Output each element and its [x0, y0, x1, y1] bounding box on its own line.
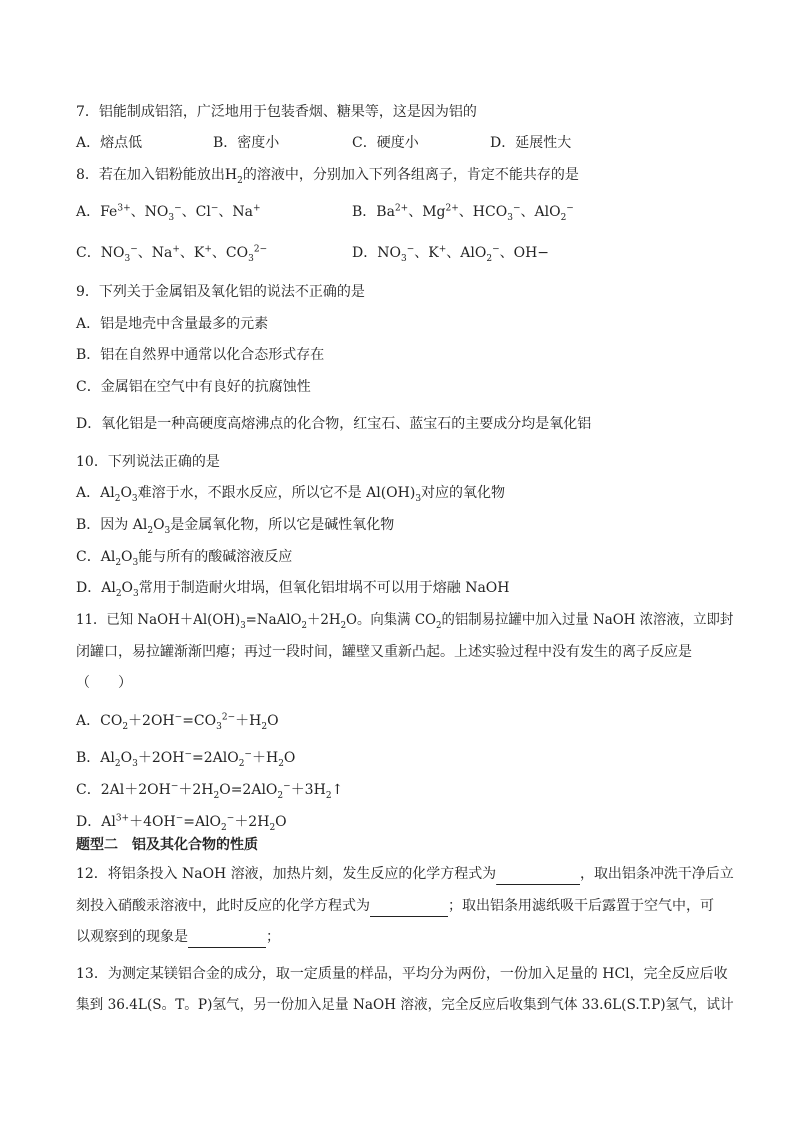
question-12-line-2: 刻投入硝酸汞溶液中，此时反应的化学方程式为 ；取出铝条用滤纸吸干后露置于空气中，可 — [76, 896, 714, 917]
question-13-line-2: 集到 36.4L(S。T。P)氢气，另一份加入足量 NaOH 溶液，完全反应后收集到气体 33.6L(S.T.P)氢气，试计 — [76, 997, 734, 1013]
question-10-option-b: B．因为 $Al_2O_3$是金属氧化物，所以它是碱性氧化物 — [76, 517, 395, 536]
question-8-option-b: B．$Ba^{2+}$、$Mg^{2+}$、$HCO_3^-$、AlO$_2$− — [352, 203, 574, 223]
question-11-option-c: C．$2Al+2OH^-+2H_2O=2AlO_2^-+3H_2↑$ — [76, 781, 344, 801]
question-11-option-a: A．$CO_2+2OH^-=CO_3^{2-}+H_2O$ — [76, 712, 279, 732]
answer-blank-2[interactable] — [370, 896, 448, 917]
question-11-stem-line-1: 11．已知 $NaOH+Al(OH)_3=NaAlO_2+2H_2O$。向集满 $CO_2$的铝制易拉罐中加入过量 NaOH 浓溶液，立即封 — [76, 612, 734, 631]
question-10-option-a: A．$Al_2O_3$难溶于水，不跟水反应，所以它不是 $Al(OH)_3$对应的氧化物 — [76, 485, 506, 504]
question-9-option-a: A．铝是地壳中含量最多的元素 — [76, 316, 269, 332]
question-11-answer-brackets: （ ） — [76, 675, 132, 691]
question-8-option-a: A．$Fe^{3+}$、$NO_3^-$、Cl−、Na+ — [76, 203, 261, 223]
question-11-stem-line-2: 闭罐口，易拉罐渐渐凹瘪；再过一段时间，罐壁又重新凸起。上述实验过程中没有发生的离子反应是 — [76, 644, 692, 660]
question-7-option-a: A．熔点低 — [76, 135, 143, 151]
question-9-option-c: C．金属铝在空气中有良好的抗腐蚀性 — [76, 379, 311, 395]
question-9-stem: 9．下列关于金属铝及氧化铝的说法不正确的是 — [76, 284, 365, 300]
section-heading: 题型二 铝及其化合物的性质 — [76, 837, 258, 853]
answer-blank-1[interactable] — [496, 864, 580, 885]
question-8-option-c: C．$NO_3^-$、Na+、K+、$CO_3^{2-}$ — [76, 244, 268, 264]
question-13-line-1: 13．为测定某镁铝合金的成分，取一定质量的样品，平均分为两份，一份加入足量的 HCl，完全反应后收 — [76, 966, 728, 982]
question-10-stem: 10．下列说法正确的是 — [76, 454, 220, 470]
question-9-option-d: D．氧化铝是一种高硬度高熔沸点的化合物，红宝石、蓝宝石的主要成分均是氧化铝 — [76, 416, 592, 432]
question-10-option-d: D．$Al_2O_3$常用于制造耐火坩埚，但氧化铝坩埚不可以用于熔融 NaOH — [76, 580, 510, 599]
question-9-option-b: B．铝在自然界中通常以化合态形式存在 — [76, 347, 325, 363]
question-10-option-c: C．$Al_2O_3$能与所有的酸碱溶液反应 — [76, 549, 293, 568]
question-11-option-b: B．$Al_2O_3+2OH^-=2AlO_2^-+H_2O$ — [76, 749, 296, 769]
question-11-option-d: D．$Al^{3+}+4OH^-=AlO_2^-+2H_2O$ — [76, 813, 287, 833]
question-12-line-1: 12．将铝条投入 NaOH 溶液，加热片刻，发生反应的化学方程式为 ，取出铝条冲洗干净后立 — [76, 864, 734, 885]
answer-blank-3[interactable] — [188, 927, 266, 948]
question-8-option-d: D．$NO_3^-$、K+、AlO$_2$−、OH− — [352, 244, 550, 264]
question-7-option-d: D．延展性大 — [490, 135, 572, 151]
question-7-option-c: C．硬度小 — [352, 135, 419, 151]
question-7-option-b: B．密度小 — [213, 135, 280, 151]
question-12-line-3: 以观察到的现象是 ； — [76, 927, 280, 948]
question-7-stem: 7．铝能制成铝箔，广泛地用于包装香烟、糖果等，这是因为铝的 — [76, 104, 477, 120]
question-8-stem: 8．若在加入铝粉能放出$H_2$的溶液中，分别加入下列各组离子，肯定不能共存的是 — [76, 167, 579, 186]
